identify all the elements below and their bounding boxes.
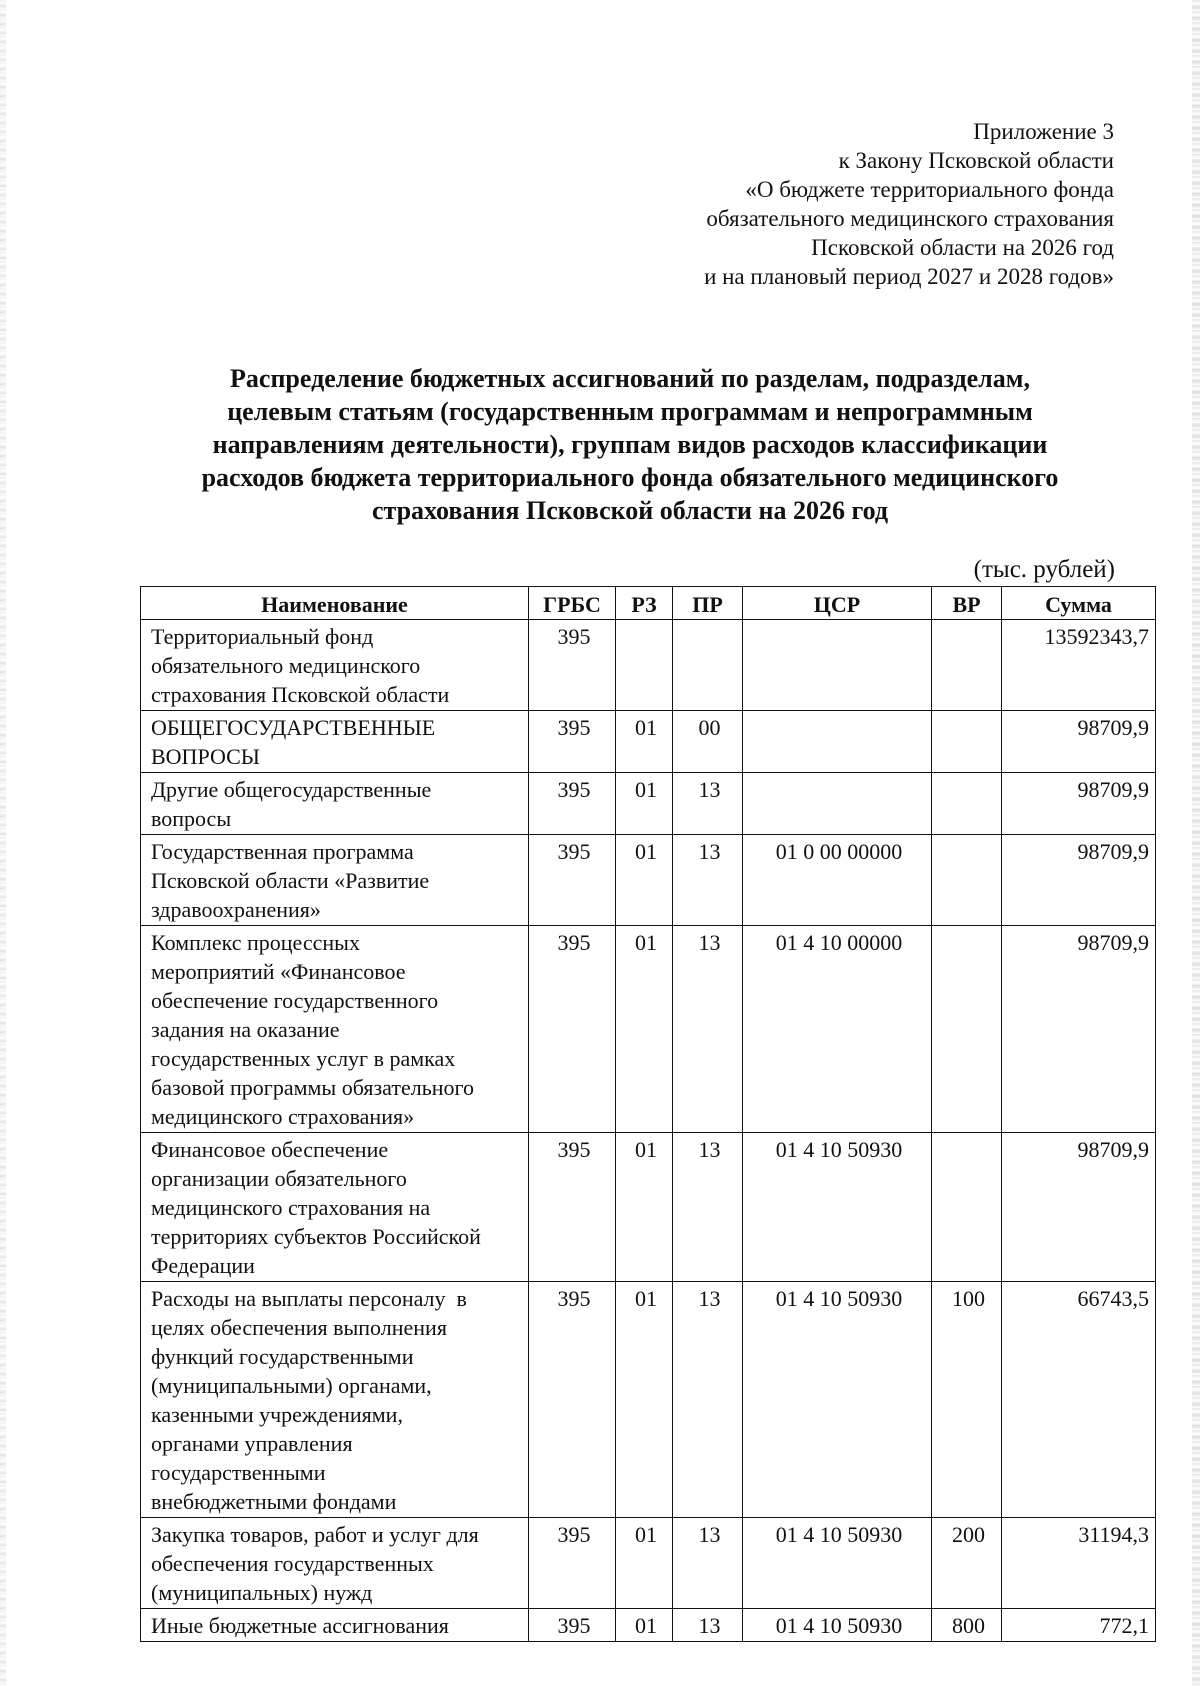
row-rz: 01: [616, 1282, 673, 1518]
table-row: [141, 711, 1156, 773]
row-name-line: обязательного медицинского: [151, 653, 421, 678]
header-csr: ЦСР: [743, 587, 932, 620]
appendix-line: Псковской области на 2026 год: [811, 235, 1114, 260]
table-row: [141, 1609, 1156, 1642]
row-pr: 13: [673, 1609, 743, 1642]
row-csr: 01 4 10 50930: [743, 1609, 932, 1642]
row-vr: [932, 711, 1002, 773]
table-row: [141, 773, 1156, 835]
title-line: целевым статьям (государственным программам и непрограммным: [227, 397, 1033, 426]
row-grbs: 395: [529, 1518, 616, 1609]
appendix-line: Приложение 3: [973, 119, 1114, 144]
row-name-line: органами управления: [151, 1431, 353, 1456]
row-sum: 98709,9: [1002, 926, 1156, 1133]
row-rz: 01: [616, 926, 673, 1133]
row-name-line: казенными учреждениями,: [151, 1402, 403, 1427]
row-vr: 200: [932, 1518, 1002, 1609]
row-name-line: функций государственными: [151, 1344, 414, 1369]
table-row: [141, 1282, 1156, 1518]
header-sum: Сумма: [1002, 587, 1156, 620]
row-name-line: Расходы на выплаты персоналу в: [151, 1286, 467, 1311]
row-name-line: Государственная программа: [151, 839, 414, 864]
row-csr: [743, 711, 932, 773]
header-pr: ПР: [673, 587, 743, 620]
row-pr: 13: [673, 773, 743, 835]
row-csr: 01 0 00 00000: [743, 835, 932, 926]
row-name-line: внебюджетными фондами: [151, 1489, 397, 1514]
row-name: [141, 773, 529, 835]
row-rz: 01: [616, 773, 673, 835]
header-grbs: ГРБС: [529, 587, 616, 620]
row-pr: [673, 620, 743, 711]
row-rz: [616, 620, 673, 711]
row-name-line: обеспечение государственного: [151, 988, 439, 1013]
table-header-row: [141, 587, 1156, 620]
row-name-line: Территориальный фонд: [151, 624, 374, 649]
budget-table: [140, 586, 1156, 1642]
row-name-line: задания на оказание: [151, 1017, 340, 1042]
row-name: [141, 1609, 529, 1642]
row-name-line: (муниципальными) органами,: [151, 1373, 432, 1398]
row-csr: 01 4 10 50930: [743, 1133, 932, 1282]
table-row: [141, 620, 1156, 711]
row-name-line: Иные бюджетные ассигнования: [151, 1613, 449, 1638]
row-name-line: Псковской области «Развитие: [151, 868, 430, 893]
row-name-line: мероприятий «Финансовое: [151, 959, 406, 984]
row-csr: 01 4 10 50930: [743, 1282, 932, 1518]
row-name-line: Комплекс процессных: [151, 930, 360, 955]
row-rz: 01: [616, 1133, 673, 1282]
table-row: [141, 926, 1156, 1133]
table-row: [141, 1518, 1156, 1609]
units-label: (тыс. рублей): [973, 556, 1115, 583]
appendix-header: [704, 117, 1114, 291]
row-name-line: страхования Псковской области: [151, 682, 450, 707]
row-name: [141, 620, 529, 711]
row-vr: 800: [932, 1609, 1002, 1642]
row-name-line: Федерации: [151, 1253, 255, 1278]
title-line: направлениям деятельности), группам видов расходов классификации: [212, 430, 1048, 459]
row-pr: 13: [673, 1133, 743, 1282]
row-name-line: (муниципальных) нужд: [151, 1580, 373, 1605]
row-pr: 13: [673, 1518, 743, 1609]
table-body: [141, 620, 1156, 1642]
row-vr: 100: [932, 1282, 1002, 1518]
row-sum: 98709,9: [1002, 1133, 1156, 1282]
row-grbs: 395: [529, 835, 616, 926]
row-name-line: вопросы: [151, 806, 232, 831]
scan-right-edge: [1192, 0, 1200, 1686]
row-sum: 98709,9: [1002, 835, 1156, 926]
row-name-line: Закупка товаров, работ и услуг для: [151, 1522, 479, 1547]
row-pr: 13: [673, 1282, 743, 1518]
row-csr: 01 4 10 50930: [743, 1518, 932, 1609]
row-csr: [743, 773, 932, 835]
row-name: [141, 711, 529, 773]
row-name-line: медицинского страхования»: [151, 1104, 415, 1129]
row-csr: 01 4 10 00000: [743, 926, 932, 1133]
row-name: [141, 835, 529, 926]
row-sum: 66743,5: [1002, 1282, 1156, 1518]
appendix-line: обязательного медицинского страхования: [706, 206, 1114, 231]
row-rz: 01: [616, 1609, 673, 1642]
row-vr: [932, 620, 1002, 711]
title-line: расходов бюджета территориального фонда обязательного медицинского: [201, 463, 1059, 492]
document-title: [130, 362, 1130, 527]
row-grbs: 395: [529, 620, 616, 711]
row-sum: 772,1: [1002, 1609, 1156, 1642]
row-grbs: 395: [529, 1133, 616, 1282]
row-rz: 01: [616, 835, 673, 926]
row-vr: [932, 835, 1002, 926]
appendix-line: «О бюджете территориального фонда: [745, 177, 1114, 202]
row-vr: [932, 1133, 1002, 1282]
row-sum: 13592343,7: [1002, 620, 1156, 711]
row-name-line: государственных услуг в рамках: [151, 1046, 456, 1071]
title-line: Распределение бюджетных ассигнований по разделам, подразделам,: [230, 364, 1030, 393]
row-pr: 00: [673, 711, 743, 773]
title-line: страхования Псковской области на 2026 год: [371, 496, 889, 525]
row-name-line: Другие общегосударственные: [151, 777, 432, 802]
row-name: [141, 1518, 529, 1609]
row-name-line: Финансовое обеспечение: [151, 1137, 389, 1162]
row-rz: 01: [616, 1518, 673, 1609]
header-rz: РЗ: [616, 587, 673, 620]
row-sum: 98709,9: [1002, 711, 1156, 773]
row-sum: 98709,9: [1002, 773, 1156, 835]
appendix-line: к Закону Псковской области: [838, 148, 1114, 173]
row-name-line: организации обязательного: [151, 1166, 407, 1191]
row-name-line: обеспечения государственных: [151, 1551, 434, 1576]
row-name: [141, 926, 529, 1133]
row-pr: 13: [673, 835, 743, 926]
row-pr: 13: [673, 926, 743, 1133]
row-name: [141, 1282, 529, 1518]
appendix-line: и на плановый период 2027 и 2028 годов»: [704, 264, 1114, 289]
row-vr: [932, 773, 1002, 835]
table-row: [141, 1133, 1156, 1282]
row-name: [141, 1133, 529, 1282]
table-row: [141, 835, 1156, 926]
row-name-line: базовой программы обязательного: [151, 1075, 475, 1100]
row-name-line: медицинского страхования на: [151, 1195, 431, 1220]
row-name-line: целях обеспечения выполнения: [151, 1315, 447, 1340]
header-name: Наименование: [141, 587, 529, 620]
row-grbs: 395: [529, 773, 616, 835]
row-vr: [932, 926, 1002, 1133]
row-name-line: здравоохранения»: [151, 897, 321, 922]
row-grbs: 395: [529, 926, 616, 1133]
row-grbs: 395: [529, 1282, 616, 1518]
row-grbs: 395: [529, 711, 616, 773]
row-sum: 31194,3: [1002, 1518, 1156, 1609]
row-grbs: 395: [529, 1609, 616, 1642]
row-name-line: территориях субъектов Российской: [151, 1224, 481, 1249]
row-csr: [743, 620, 932, 711]
scan-left-edge: [0, 0, 6, 1686]
row-rz: 01: [616, 711, 673, 773]
header-vr: ВР: [932, 587, 1002, 620]
row-name-line: ВОПРОСЫ: [151, 744, 260, 769]
row-name-line: государственными: [151, 1460, 326, 1485]
row-name-line: ОБЩЕГОСУДАРСТВЕННЫЕ: [151, 715, 436, 740]
